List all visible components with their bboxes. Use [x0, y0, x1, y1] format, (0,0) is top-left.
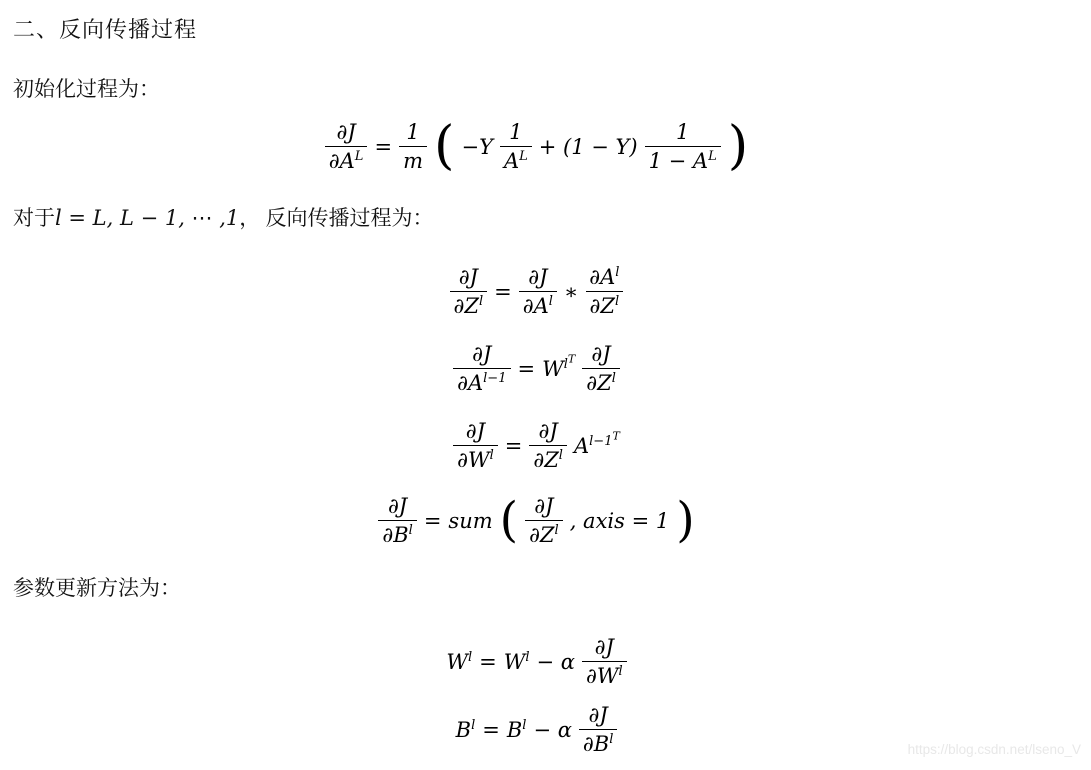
equation-dB — [0, 494, 1082, 547]
weight-transpose-term — [542, 352, 576, 381]
paragraph-for-loop — [13, 202, 434, 232]
b-term — [507, 718, 527, 742]
frac-numerator: ∂J — [538, 419, 558, 443]
left-paren: ( — [433, 115, 455, 177]
frac-numerator: ∂J — [472, 342, 492, 366]
frac-numerator: 1 — [406, 120, 420, 144]
equals-sign: = — [494, 279, 512, 304]
equation-init-gradient — [0, 115, 1082, 177]
superscript: l — [611, 371, 616, 387]
frac-numerator: ∂J — [594, 635, 614, 659]
elementwise-star: ∗ — [563, 279, 579, 304]
equals-sign: = — [504, 433, 523, 458]
superscript: l — [489, 448, 494, 464]
fraction-1-over-m — [399, 120, 427, 173]
fraction-dAl-dZl — [585, 265, 623, 318]
fraction-dJ-dZl — [582, 342, 620, 395]
superscript: l — [558, 448, 563, 464]
w-term — [446, 650, 472, 674]
math-text: + (1 − Y) — [538, 134, 638, 159]
fraction-dJ-dBl — [378, 494, 416, 547]
math-text: B — [506, 717, 523, 742]
math-text: A — [503, 149, 520, 174]
right-paren: ) — [676, 493, 695, 549]
frac-denominator — [582, 368, 620, 395]
superscript: l−1 — [483, 371, 507, 387]
superscript: l — [614, 294, 620, 310]
fraction-dJ-dAl — [519, 265, 557, 318]
frac-numerator: ∂J — [591, 342, 611, 366]
frac-numerator — [585, 265, 623, 291]
math-text: ∂A — [457, 371, 484, 396]
frac-denominator — [645, 146, 721, 173]
superscript: l−1T — [589, 429, 620, 449]
b-term — [456, 718, 476, 742]
superscript: l — [548, 294, 553, 310]
frac-denominator — [453, 445, 498, 472]
superscript: l — [525, 649, 530, 665]
math-text: ∂W — [457, 448, 490, 473]
left-paren: ( — [499, 493, 519, 549]
math-text: 1 − A — [648, 149, 709, 174]
superscript: lT — [563, 352, 576, 372]
superscript: l — [618, 664, 623, 680]
right-paren: ) — [727, 115, 749, 177]
frac-denominator — [519, 291, 557, 318]
superscript: l — [471, 717, 476, 733]
equation-update-W — [0, 635, 1082, 688]
math-text: ∂B — [582, 732, 610, 757]
axis-argument: , axis = 1 — [569, 508, 670, 533]
sum-function-name: sum — [448, 508, 493, 533]
math-text: A — [573, 433, 590, 458]
minus-alpha: − α — [536, 649, 575, 674]
equals-sign: = — [374, 134, 393, 159]
fraction-dJ-dBl — [579, 703, 617, 756]
fraction-dJ-dZl — [525, 494, 563, 547]
math-text: W — [542, 356, 564, 381]
superscript: l — [467, 649, 473, 665]
math-text: ∂Z — [453, 294, 479, 319]
equation-dA-prev — [0, 342, 1082, 395]
equals-sign: = — [479, 649, 497, 674]
frac-denominator — [529, 445, 567, 472]
superscript: l — [554, 523, 559, 539]
math-text: ∂A — [328, 149, 355, 174]
fraction-1-over-1-minus-AL — [645, 120, 721, 173]
frac-denominator — [579, 729, 617, 756]
math-text: B — [455, 717, 472, 742]
section-heading: 二、反向传播过程 — [13, 17, 198, 42]
frac-denominator: m — [399, 146, 427, 173]
minus-alpha: − α — [533, 717, 572, 742]
equals-sign: = — [482, 717, 500, 742]
frac-numerator: ∂J — [336, 120, 356, 144]
fraction-dJ-dZl — [529, 419, 567, 472]
fraction-dJ-dWl — [453, 419, 498, 472]
math-text: −Y — [461, 134, 493, 159]
fraction-dJ-dZl — [450, 265, 488, 318]
frac-numerator: ∂J — [588, 703, 608, 727]
superscript: L — [354, 149, 364, 165]
superscript: l — [408, 523, 413, 539]
equation-dZ — [0, 265, 1082, 318]
frac-denominator — [378, 520, 416, 547]
fraction-dJ-dWl — [582, 635, 627, 688]
frac-denominator — [525, 520, 563, 547]
equals-sign: = — [423, 508, 442, 533]
frac-numerator: ∂J — [458, 265, 478, 289]
paragraph-prefix: 对于 — [13, 206, 55, 230]
frac-numerator: ∂J — [387, 494, 408, 518]
frac-numerator: 1 — [509, 120, 523, 144]
superscript: l — [522, 717, 527, 733]
math-text: ∂B — [382, 523, 409, 548]
paragraph-suffix: ， 反向传播过程为： — [239, 206, 434, 230]
activation-transpose-term — [573, 429, 620, 458]
paragraph-init: 初始化过程为： — [13, 77, 160, 101]
superscript-T: T — [567, 352, 576, 366]
inline-math: l = L, L − 1, ⋯ ,1 — [55, 206, 240, 230]
superscript: L — [708, 149, 717, 165]
superscript: l — [615, 265, 620, 280]
frac-denominator — [453, 368, 510, 395]
superscript: l — [478, 294, 484, 310]
paragraph-update: 参数更新方法为： — [13, 576, 181, 600]
frac-numerator: 1 — [675, 120, 690, 144]
csdn-watermark: https://blog.csdn.net/lseno_V — [907, 742, 1081, 757]
equation-dW — [0, 419, 1082, 472]
fraction-1-over-AL — [500, 120, 532, 173]
frac-denominator — [325, 146, 368, 173]
superscript: L — [519, 149, 528, 165]
fraction-dJ-dAL — [325, 120, 368, 173]
math-text: W — [446, 649, 468, 674]
math-text: ∂Z — [533, 448, 559, 473]
math-text: W — [503, 649, 526, 674]
superscript-T: T — [612, 429, 620, 443]
fraction-dJ-dAl-1 — [453, 342, 510, 395]
superscript: l — [609, 732, 614, 748]
frac-denominator — [450, 291, 488, 318]
math-text: ∂Z — [529, 523, 555, 548]
frac-denominator — [586, 291, 624, 318]
frac-denominator — [500, 146, 532, 173]
math-text: ∂A — [522, 294, 549, 319]
frac-numerator: ∂J — [534, 494, 554, 518]
w-term — [504, 650, 530, 674]
math-text: ∂W — [585, 664, 619, 689]
math-text: ∂Z — [589, 294, 615, 319]
frac-numerator: ∂J — [528, 265, 548, 289]
math-text: ∂Z — [586, 371, 612, 396]
frac-numerator: ∂J — [465, 419, 486, 443]
frac-denominator — [582, 661, 627, 688]
math-text: ∂A — [589, 265, 616, 289]
equals-sign: = — [517, 356, 536, 381]
